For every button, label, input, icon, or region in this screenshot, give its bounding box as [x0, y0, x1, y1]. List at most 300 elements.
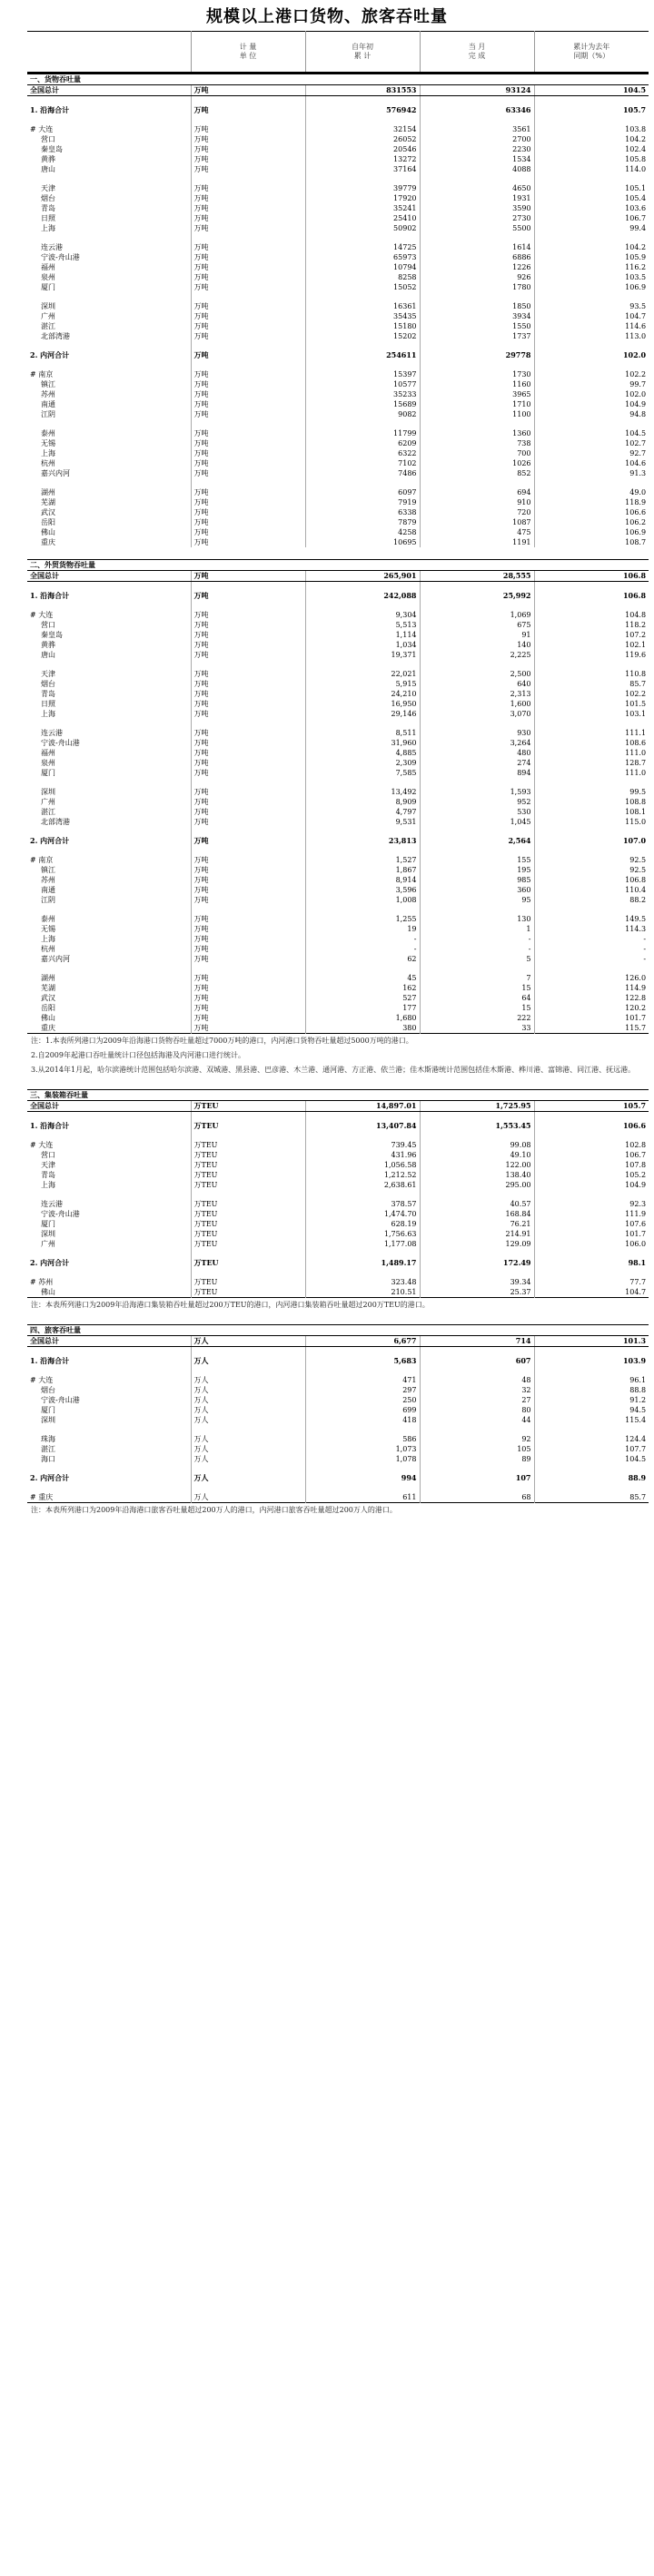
row-cumulative: 4258	[305, 527, 420, 537]
row-cumulative: 15689	[305, 399, 420, 409]
table-row	[27, 571, 649, 582]
row-ratio: 92.5	[534, 855, 649, 865]
row-cumulative: 19	[305, 924, 420, 934]
row-ratio: 103.5	[534, 272, 649, 282]
row-unit: 万吨	[191, 836, 305, 846]
row-name-text: 烟台	[41, 1385, 55, 1394]
row-cumulative: 1,034	[305, 640, 420, 650]
row-unit: 万人	[191, 1405, 305, 1415]
row-unit: 万吨	[191, 768, 305, 778]
table-row	[27, 497, 649, 507]
row-name	[27, 865, 191, 875]
row-name	[27, 409, 191, 419]
row-ratio: 124.4	[534, 1434, 649, 1444]
row-name	[27, 669, 191, 679]
section-gap-cell	[27, 547, 649, 560]
row-name	[27, 836, 191, 846]
row-ratio: 102.8	[534, 1140, 649, 1150]
row-cumulative: 994	[305, 1473, 420, 1483]
row-month: 76.21	[420, 1219, 534, 1229]
row-name	[27, 1258, 191, 1268]
row-name	[27, 1454, 191, 1464]
row-name	[27, 399, 191, 409]
spacer-cell	[534, 846, 649, 855]
table-row	[27, 1239, 649, 1249]
row-name-text: 上海	[41, 223, 55, 232]
row-cumulative: 15397	[305, 369, 420, 379]
row-cumulative: 418	[305, 1415, 420, 1425]
table-row	[27, 428, 649, 438]
table-row	[27, 875, 649, 885]
table-row	[27, 934, 649, 944]
row-ratio: 111.9	[534, 1209, 649, 1219]
table-row	[27, 1336, 649, 1347]
row-month: 1160	[420, 379, 534, 389]
row-cumulative: 35241	[305, 203, 420, 213]
row-month: 1360	[420, 428, 534, 438]
row-cumulative: 4,885	[305, 748, 420, 758]
row-ratio: 126.0	[534, 973, 649, 983]
spacer-cell	[534, 341, 649, 350]
spacer-cell	[534, 778, 649, 787]
row-name-text: 青岛	[41, 689, 55, 698]
row-cumulative: 39779	[305, 183, 420, 193]
row-name-text: 日照	[41, 699, 55, 708]
table-row	[27, 369, 649, 379]
spacer-cell	[420, 1131, 534, 1140]
row-ratio: 104.6	[534, 458, 649, 468]
row-cumulative: 16,950	[305, 699, 420, 709]
section-title: 二、外贸货物吞吐量	[27, 560, 649, 571]
row-name-text: # 南京	[30, 855, 54, 864]
row-name-text: 湛江	[41, 321, 55, 330]
spacer-cell	[191, 582, 305, 591]
table-row	[27, 1219, 649, 1229]
table-row	[27, 817, 649, 827]
row-cumulative: 7486	[305, 468, 420, 478]
spacer-cell	[27, 905, 191, 914]
spacer-cell	[305, 1425, 420, 1434]
row-month: 222	[420, 1013, 534, 1023]
row-name	[27, 1101, 191, 1112]
spacer-cell	[534, 601, 649, 610]
row-unit: 万人	[191, 1444, 305, 1454]
row-unit: 万吨	[191, 85, 305, 96]
spacer-cell	[27, 174, 191, 183]
row-name-text: 海口	[41, 1454, 55, 1463]
table-row	[27, 1023, 649, 1034]
row-month: 640	[420, 679, 534, 689]
row-name-text: 厦门	[41, 282, 55, 291]
row-cumulative: 50902	[305, 223, 420, 233]
spacer-cell	[191, 601, 305, 610]
row-ratio: 122.8	[534, 993, 649, 1003]
row-unit: 万吨	[191, 527, 305, 537]
spacer-cell	[27, 1268, 191, 1277]
row-unit: 万吨	[191, 934, 305, 944]
row-name-text: 重庆	[41, 1023, 55, 1032]
row-cumulative: 297	[305, 1385, 420, 1395]
spacer-row	[27, 1483, 649, 1492]
row-cumulative: 739.45	[305, 1140, 420, 1150]
spacer-cell	[191, 905, 305, 914]
row-name	[27, 183, 191, 193]
row-unit: 万吨	[191, 321, 305, 331]
row-name	[27, 875, 191, 885]
spacer-cell	[420, 905, 534, 914]
row-cumulative: 6097	[305, 487, 420, 497]
row-name	[27, 517, 191, 527]
row-ratio: 96.1	[534, 1375, 649, 1385]
row-name-text: 无锡	[41, 438, 55, 447]
table-row	[27, 85, 649, 96]
table-row	[27, 865, 649, 875]
row-name-text: 日照	[41, 213, 55, 222]
row-cumulative: 431.96	[305, 1150, 420, 1160]
spacer-cell	[420, 1464, 534, 1473]
row-ratio: 104.8	[534, 610, 649, 620]
spacer-cell	[27, 478, 191, 487]
row-unit: 万TEU	[191, 1121, 305, 1131]
row-unit: 万吨	[191, 164, 305, 174]
row-name	[27, 924, 191, 934]
spacer-cell	[27, 719, 191, 728]
row-month: 480	[420, 748, 534, 758]
row-unit: 万吨	[191, 517, 305, 527]
row-cumulative: -	[305, 934, 420, 944]
row-cumulative: 1,489.17	[305, 1258, 420, 1268]
row-name-text: 全国总计	[30, 85, 59, 94]
table-row	[27, 669, 649, 679]
spacer-row	[27, 660, 649, 669]
spacer-cell	[420, 233, 534, 242]
row-month: 926	[420, 272, 534, 282]
row-cumulative: 13,492	[305, 787, 420, 797]
row-cumulative: 62	[305, 954, 420, 964]
row-cumulative: 1,073	[305, 1444, 420, 1454]
table-row	[27, 1492, 649, 1503]
row-name-text: 天津	[41, 183, 55, 192]
spacer-cell	[305, 1190, 420, 1199]
row-month: 2,225	[420, 650, 534, 660]
row-name-text: 天津	[41, 1160, 55, 1169]
section-header	[27, 1325, 649, 1336]
row-name	[27, 1385, 191, 1395]
spacer-cell	[27, 419, 191, 428]
table-row	[27, 1277, 649, 1287]
row-ratio: 104.9	[534, 1180, 649, 1190]
row-name-text: 南通	[41, 885, 55, 894]
row-ratio: 107.0	[534, 836, 649, 846]
row-unit: 万吨	[191, 389, 305, 399]
table-row	[27, 1405, 649, 1415]
spacer-cell	[27, 1131, 191, 1140]
spacer-cell	[27, 360, 191, 369]
row-ratio: 107.7	[534, 1444, 649, 1454]
row-unit: 万吨	[191, 262, 305, 272]
spacer-cell	[420, 1190, 534, 1199]
row-month: 130	[420, 914, 534, 924]
row-month: 852	[420, 468, 534, 478]
row-name-text: # 重庆	[30, 1492, 54, 1501]
row-cumulative: -	[305, 944, 420, 954]
row-unit: 万吨	[191, 885, 305, 895]
row-month: 92	[420, 1434, 534, 1444]
row-month: 1,553.45	[420, 1121, 534, 1131]
table-row	[27, 640, 649, 650]
spacer-cell	[420, 1268, 534, 1277]
spacer-row	[27, 1131, 649, 1140]
row-name	[27, 630, 191, 640]
table-row	[27, 252, 649, 262]
row-month: 1026	[420, 458, 534, 468]
row-name-text: 1. 沿海合计	[30, 104, 70, 114]
row-ratio: 91.2	[534, 1395, 649, 1405]
row-month: 49.10	[420, 1150, 534, 1160]
row-month: 89	[420, 1454, 534, 1464]
spacer-cell	[191, 964, 305, 973]
row-name	[27, 379, 191, 389]
row-name	[27, 1023, 191, 1034]
row-name-text: 唐山	[41, 164, 55, 173]
row-name	[27, 1199, 191, 1209]
row-ratio: 105.4	[534, 193, 649, 203]
row-cumulative: 20546	[305, 144, 420, 154]
row-name-text: 营口	[41, 1150, 55, 1159]
row-unit: 万吨	[191, 591, 305, 601]
row-name	[27, 389, 191, 399]
row-name-text: 唐山	[41, 650, 55, 659]
row-unit: 万吨	[191, 993, 305, 1003]
row-name	[27, 768, 191, 778]
table-row	[27, 517, 649, 527]
row-ratio: 102.4	[534, 144, 649, 154]
row-ratio: 101.5	[534, 699, 649, 709]
table-row	[27, 1140, 649, 1150]
row-cumulative: 9,304	[305, 610, 420, 620]
spacer-cell	[420, 478, 534, 487]
row-month: 3,264	[420, 738, 534, 748]
row-ratio: 105.1	[534, 183, 649, 193]
row-name-text: 上海	[41, 934, 55, 943]
row-month: 2730	[420, 213, 534, 223]
row-name	[27, 487, 191, 497]
row-ratio: 94.5	[534, 1405, 649, 1415]
row-unit: 万吨	[191, 855, 305, 865]
row-cumulative: 611	[305, 1492, 420, 1503]
row-unit: 万TEU	[191, 1140, 305, 1150]
table-row	[27, 331, 649, 341]
table-row	[27, 895, 649, 905]
row-name-text: 烟台	[41, 193, 55, 202]
spacer-row	[27, 1249, 649, 1258]
table-row	[27, 954, 649, 964]
row-name-text: 上海	[41, 709, 55, 718]
row-cumulative: 8258	[305, 272, 420, 282]
table-row	[27, 591, 649, 601]
row-cumulative: 15180	[305, 321, 420, 331]
spacer-cell	[534, 1347, 649, 1356]
spacer-cell	[305, 601, 420, 610]
row-cumulative: 1,867	[305, 865, 420, 875]
row-ratio: 120.2	[534, 1003, 649, 1013]
row-unit: 万人	[191, 1492, 305, 1503]
row-ratio: 115.0	[534, 817, 649, 827]
row-unit: 万TEU	[191, 1277, 305, 1287]
row-ratio: 106.7	[534, 213, 649, 223]
table-row	[27, 1258, 649, 1268]
row-unit: 万吨	[191, 409, 305, 419]
row-name	[27, 272, 191, 282]
row-name-text: 湛江	[41, 807, 55, 816]
row-unit: 万吨	[191, 537, 305, 547]
row-cumulative: 8,914	[305, 875, 420, 885]
row-unit: 万吨	[191, 758, 305, 768]
note-row	[27, 1063, 649, 1077]
row-cumulative: 1,008	[305, 895, 420, 905]
row-month: 3561	[420, 124, 534, 134]
row-cumulative: 22,021	[305, 669, 420, 679]
spacer-row	[27, 1366, 649, 1375]
row-unit: 万TEU	[191, 1170, 305, 1180]
row-cumulative: 576942	[305, 105, 420, 115]
row-month: 694	[420, 487, 534, 497]
row-name-text: 厦门	[41, 768, 55, 777]
row-month: 99.08	[420, 1140, 534, 1150]
row-unit: 万吨	[191, 252, 305, 262]
row-name	[27, 817, 191, 827]
spacer-cell	[534, 905, 649, 914]
row-ratio: 102.2	[534, 369, 649, 379]
table-row	[27, 262, 649, 272]
row-unit: 万吨	[191, 699, 305, 709]
row-unit: 万吨	[191, 331, 305, 341]
table-row	[27, 709, 649, 719]
row-ratio: 108.1	[534, 807, 649, 817]
row-unit: 万吨	[191, 620, 305, 630]
row-name-text: 佛山	[41, 1013, 55, 1022]
row-month: 3,070	[420, 709, 534, 719]
row-month: 28,555	[420, 571, 534, 582]
note-text: 2.自2009年起港口吞吐量统计口径包括海港及内河港口进行统计。	[31, 1050, 245, 1059]
note-text: 注：本表所列港口为2009年沿海港口旅客吞吐量超过200万人的港口，内河港口旅客吞吐量超过200万人的港口。	[27, 1502, 649, 1518]
header-name	[27, 32, 191, 74]
row-month: 1	[420, 924, 534, 934]
row-cumulative: 10577	[305, 379, 420, 389]
spacer-cell	[534, 660, 649, 669]
row-cumulative: 586	[305, 1434, 420, 1444]
row-name	[27, 758, 191, 768]
spacer-row	[27, 827, 649, 836]
table-row	[27, 728, 649, 738]
row-cumulative: 1,212.52	[305, 1170, 420, 1180]
row-name-text: 武汉	[41, 993, 55, 1002]
row-name-text: 2. 内河合计	[30, 1257, 70, 1267]
section-gap	[27, 1313, 649, 1325]
spacer-cell	[305, 341, 420, 350]
table-row	[27, 1229, 649, 1239]
row-cumulative: 1,177.08	[305, 1239, 420, 1249]
row-unit: 万吨	[191, 924, 305, 934]
row-name-text: 秦皇岛	[41, 144, 63, 153]
row-ratio: 111.0	[534, 748, 649, 758]
row-ratio: 99.7	[534, 379, 649, 389]
row-name	[27, 591, 191, 601]
row-unit: 万吨	[191, 1003, 305, 1013]
row-month: 475	[420, 527, 534, 537]
row-ratio: 119.6	[534, 650, 649, 660]
spacer-cell	[534, 115, 649, 124]
row-name-text: 青岛	[41, 203, 55, 212]
spacer-cell	[420, 1483, 534, 1492]
row-cumulative: 6338	[305, 507, 420, 517]
row-ratio: 106.2	[534, 517, 649, 527]
row-unit: 万吨	[191, 748, 305, 758]
row-name-text: 青岛	[41, 1170, 55, 1179]
table-row	[27, 855, 649, 865]
row-month: 5500	[420, 223, 534, 233]
table-row	[27, 973, 649, 983]
spacer-cell	[191, 1464, 305, 1473]
row-month: -	[420, 934, 534, 944]
spacer-cell	[27, 660, 191, 669]
spacer-cell	[534, 1425, 649, 1434]
row-name	[27, 679, 191, 689]
row-month: 530	[420, 807, 534, 817]
row-ratio: 94.8	[534, 409, 649, 419]
row-month: 274	[420, 758, 534, 768]
row-unit: 万吨	[191, 203, 305, 213]
row-month: 195	[420, 865, 534, 875]
section-header	[27, 74, 649, 85]
spacer-cell	[420, 660, 534, 669]
row-cumulative: 23,813	[305, 836, 420, 846]
row-unit: 万吨	[191, 973, 305, 983]
spacer-cell	[27, 582, 191, 591]
table-row	[27, 679, 649, 689]
table-row	[27, 487, 649, 497]
table-row	[27, 321, 649, 331]
table-row	[27, 272, 649, 282]
row-cumulative: 7919	[305, 497, 420, 507]
section-gap-cell	[27, 1313, 649, 1325]
row-cumulative: 1,056.58	[305, 1160, 420, 1170]
row-cumulative: 24,210	[305, 689, 420, 699]
row-month: 1710	[420, 399, 534, 409]
table-row	[27, 311, 649, 321]
row-unit: 万TEU	[191, 1150, 305, 1160]
row-cumulative: 8,909	[305, 797, 420, 807]
row-cumulative: 378.57	[305, 1199, 420, 1209]
row-ratio: 103.6	[534, 203, 649, 213]
row-ratio: 149.5	[534, 914, 649, 924]
row-name-text: 连云港	[41, 728, 63, 737]
row-cumulative: 210.51	[305, 1287, 420, 1298]
row-month: 63346	[420, 105, 534, 115]
row-name-text: 2. 内河合计	[30, 1472, 70, 1482]
spacer-cell	[420, 827, 534, 836]
row-unit: 万TEU	[191, 1239, 305, 1249]
row-unit: 万吨	[191, 448, 305, 458]
row-cumulative: 45	[305, 973, 420, 983]
table-row	[27, 610, 649, 620]
table-header	[27, 31, 649, 74]
section-gap	[27, 547, 649, 560]
row-name-text: 厦门	[41, 1405, 55, 1414]
table-row	[27, 699, 649, 709]
row-unit: 万吨	[191, 301, 305, 311]
row-unit: 万吨	[191, 350, 305, 360]
